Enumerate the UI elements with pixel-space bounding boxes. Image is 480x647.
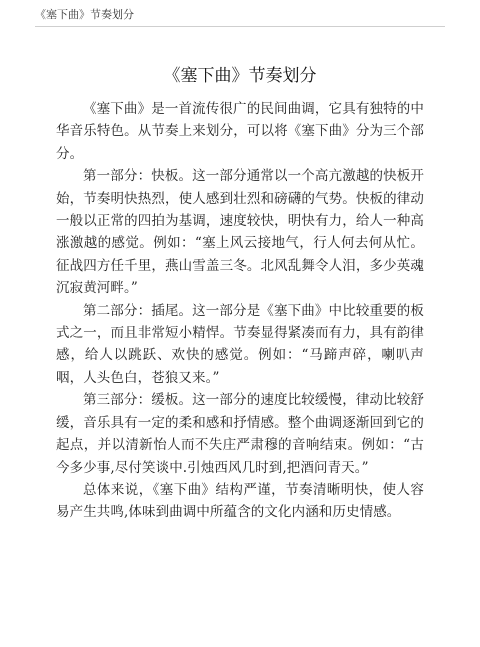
document-title: 《塞下曲》节奏划分 — [163, 66, 317, 86]
paragraph-part-two: 第二部分：插尾。这一部分是《塞下曲》中比较重要的板式之一，而且非常短小精悍。节奏显得紧凑而有力，具有韵律感，给人以跳跃、欢快的感觉。例如：“马蹄声碎，喇叭声咽，人头色白，苍狼又来。” — [56, 302, 424, 386]
paragraph-part-one: 第一部分：快板。这一部分通常以一个高亢激越的快板开始，节奏明快热烈，使人感到壮烈和磅礴的气势。快板的律动一般以正常的四拍为基调，速度较快，明快有力，给人一种高涨激越的感觉。例如：“塞上风云接地气，行人何去何从忙。征战四方任千里，燕山雪盖三冬。北风乱舞令人泪，多少英魂沉寂黄河畔。” — [56, 168, 424, 297]
paragraph-summary: 总体来说，《塞下曲》结构严谨，节奏清晰明快，使人容易产生共鸣,体味到曲调中所蕴含的文化内涵和历史情感。 — [56, 481, 424, 521]
header-divider — [35, 26, 445, 27]
running-header: 《塞下曲》节奏划分 — [35, 8, 134, 21]
document-body — [56, 98, 424, 524]
paragraph-intro: 《塞下曲》是一首流传很广的民间曲调，它具有独特的中华音乐特色。从节奏上来划分，可以将《塞下曲》分为三个部分。 — [56, 101, 424, 162]
paragraph-part-three: 第三部分：缓板。这一部分的速度比较缓慢，律动比较舒缓，音乐具有一定的柔和感和抒情感。整个曲调逐渐回到它的起点，并以清新怡人而不失庄严肃穆的音响结束。例如：“古今多少事,尽付笑谈中.引烛西风几时到,把酒问青天。” — [56, 392, 424, 476]
